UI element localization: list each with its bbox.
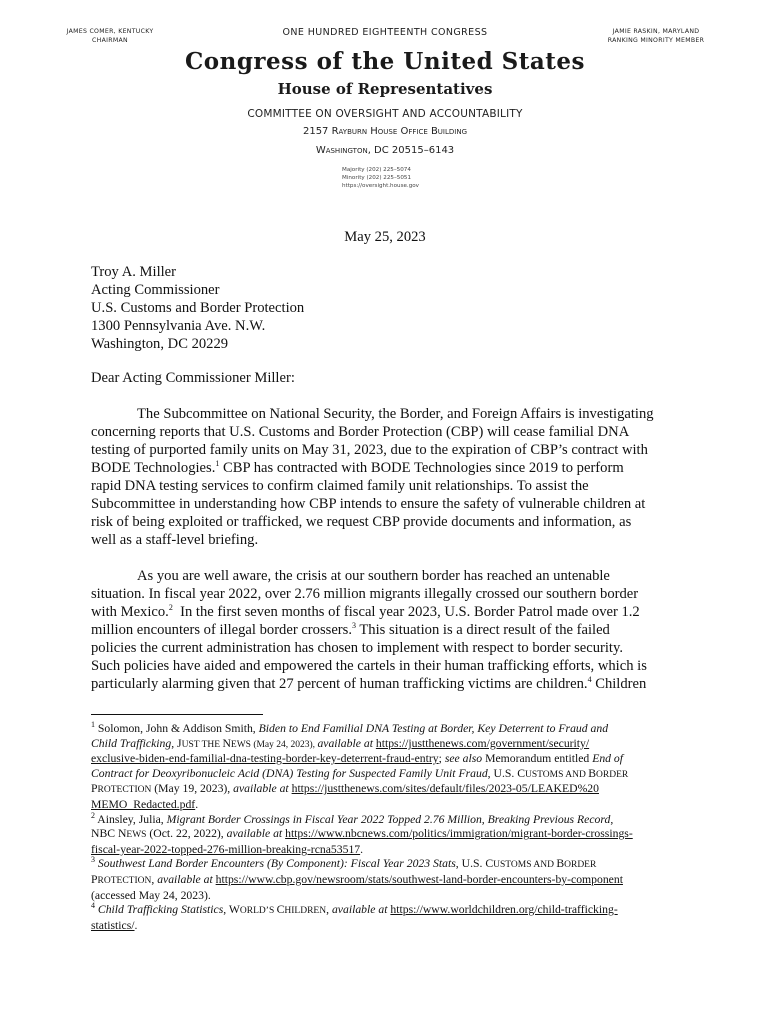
fn1-text: (May 19, 2023), [151, 782, 234, 796]
phone-block [342, 166, 462, 190]
fn4-title: Child Trafficking Statistics [97, 903, 224, 917]
fn1-available-at: available at [317, 736, 373, 750]
fn1-title: Biden to End Familial DNA Testing at Border, Key Deterrent to Fraud and [258, 722, 609, 735]
recipient-name: Troy A. Miller [91, 264, 177, 280]
fn1-memo-title-cont: Contract for Deoxyribonucleic Acid (DNA) Testing for Suspected Family Unit Fraud [91, 766, 488, 780]
p2-line3-end: In the first seven months of fiscal year 2023, U.S. Border Patrol made over 1.2 [180, 604, 640, 620]
recipient-street: 1300 Pennsylvania Ave. N.W. [91, 318, 266, 334]
committee-website: https://oversight.house.gov [342, 183, 419, 189]
p2-line4-start: million encounters of illegal border crossers. [91, 622, 352, 638]
fn1-text: ORDER [596, 769, 629, 780]
majority-phone: Majority (202) 225–5074 [342, 167, 411, 173]
fn2-text: . [360, 842, 364, 856]
footnote-number: 4 [91, 901, 95, 911]
fn3-text: ORDER [564, 860, 597, 871]
fn1-text: N [222, 736, 231, 750]
p1-line: testing of purported family units on May 31, 2023, due to the expiration of CBP’s contract with [91, 442, 648, 458]
p2-line: Such policies have aided and empowered the cartels in their human trafficking efforts, which is [91, 658, 647, 674]
p2-line7-start: particularly alarming given that 27 percent of human trafficking victims are children. [91, 676, 588, 692]
chairman-title: CHAIRMAN [92, 37, 128, 44]
paragraph-2 [91, 567, 681, 693]
ranking-member-title: RANKING MINORITY MEMBER [607, 37, 705, 44]
footnote-number: 2 [91, 810, 95, 820]
fn1-link-2-cont[interactable]: MEMO_Redacted.pdf [91, 797, 196, 811]
fn3-available-at: available at [157, 872, 213, 886]
fn1-text: EWS (May 24, 2023), [230, 739, 318, 750]
fn2-link[interactable]: https://www.nbcnews.com/politics/immigration/migrant-border-crossings- [285, 827, 633, 841]
building-address: 2157 Rayburn House Office Building [302, 126, 468, 137]
fn3-text: P [91, 872, 98, 886]
paragraph-1 [91, 405, 681, 549]
p1-line4-end: CBP has contracted with BODE Technologies since 2019 to perform [223, 460, 624, 476]
fn2-author: Ainsley, Julia, [97, 812, 167, 826]
fn4-link[interactable]: https://www.worldchildren.org/child-trafficking- [390, 903, 618, 917]
p2-line7-end: Children [595, 676, 647, 692]
p2-line3-start: with Mexico. [91, 604, 169, 620]
footnote-2 [91, 810, 691, 858]
footnotes [91, 722, 691, 933]
fn1-available-at: available at [233, 782, 289, 796]
fn1-text: , U.S. C [487, 766, 526, 780]
fn2-text: , [610, 812, 614, 826]
fn2-text: NBC N [91, 827, 127, 841]
fn1-text: Memorandum entitled [482, 752, 593, 766]
letterhead-title: Congress of the United States [184, 48, 586, 75]
p2-line: policies the current administration has chosen to implement with respect to border security. [91, 640, 623, 656]
p2-line4-end: This situation is a direct result of the failed [359, 622, 610, 638]
p2-line [91, 675, 681, 693]
fn1-see-also: see also [444, 752, 483, 766]
fn1-author: Solomon, John & Addison Smith, [97, 722, 259, 735]
fn4-text: ORLD’S [239, 906, 277, 917]
recipient-address [91, 263, 304, 353]
p2-line [91, 603, 681, 621]
fn3-text: , [151, 872, 158, 886]
fn2-link-cont[interactable]: fiscal-year-2022-topped-276-million-breaking-rcna53517 [91, 842, 361, 856]
footnote-number: 1 [91, 720, 95, 730]
fn1-text: P [91, 782, 98, 796]
fn4-text: C [276, 903, 285, 917]
fn4-text: , [326, 903, 332, 917]
fn1-link-2[interactable]: https://justthenews.com/sites/default/files/2023-05/LEAKED%20 [291, 782, 599, 796]
fn2-text: EWS [126, 830, 147, 841]
p2-line [91, 621, 681, 639]
footnote-4 [91, 903, 691, 933]
p1-line [91, 459, 681, 477]
p1-line4-start: BODE Technologies. [91, 460, 216, 476]
fn3-accessed: (accessed May 24, 2023). [91, 888, 211, 902]
p2-line: As you are well aware, the crisis at our southern border has reached an untenable [137, 568, 610, 584]
fn4-text: HILDREN [284, 906, 327, 917]
fn2-text: (Oct. 22, 2022), [146, 827, 227, 841]
footnote-1 [91, 722, 691, 813]
recipient-agency: U.S. Customs and Border Protection [91, 300, 305, 316]
fn2-title: Migrant Border Crossings in Fiscal Year 2022 Topped 2.76 Million, Breaking Previous Record [166, 812, 611, 826]
salutation: Dear Acting Commissioner Miller: [91, 370, 295, 386]
footnote-ref-2[interactable]: 2 [168, 603, 173, 613]
p2-line: situation. In fiscal year 2022, over 2.76 million migrants illegally crossed our southern border [91, 586, 639, 602]
fn4-text: , W [223, 903, 240, 917]
p1-line: risk of being exploited or trafficked, we request CBP provide documents and information, as [91, 514, 632, 530]
letterhead-subtitle: House of Representatives [277, 80, 493, 98]
p1-line: well as a staff-level briefing. [91, 532, 259, 548]
footnote-ref-3[interactable]: 3 [352, 621, 356, 631]
fn1-text: ; [438, 752, 445, 766]
fn1-text: B [588, 766, 597, 780]
fn1-text: , J [171, 736, 182, 750]
fn4-text: . [134, 918, 138, 932]
p1-line: The Subcommittee on National Security, the Border, and Foreign Affairs is investigating [137, 406, 654, 422]
fn4-link-cont[interactable]: statistics/ [91, 918, 135, 932]
footnote-separator [91, 714, 263, 715]
fn1-link-1[interactable]: https://justthenews.com/government/security/ [375, 736, 590, 750]
fn3-text: B [556, 857, 565, 871]
footnote-3 [91, 857, 691, 903]
city-address: Washington, DC 20515–6143 [315, 145, 455, 156]
fn1-text: USTOMS AND [525, 769, 589, 780]
p1-line: rapid DNA testing services to confirm claimed family unit relationships. To assist the [91, 478, 589, 494]
fn4-available-at: available at [331, 903, 388, 917]
letter-date: May 25, 2023 [344, 229, 426, 245]
fn1-memo-title: End of [592, 752, 624, 766]
fn3-title: Southwest Land Border Encounters (By Component): Fiscal Year 2023 Stats [97, 857, 456, 871]
ranking-member-name: JAMIE RASKIN, MARYLAND [612, 28, 700, 35]
committee-name: COMMITTEE ON OVERSIGHT AND ACCOUNTABILITY [247, 108, 523, 120]
fn3-text: USTOMS AND [493, 860, 557, 871]
footnote-ref-4[interactable]: 4 [587, 675, 592, 685]
p1-line: concerning reports that U.S. Customs and Border Protection (CBP) will cease familial DNA [91, 424, 630, 440]
fn2-available-at: available at [226, 827, 283, 841]
p1-line: Subcommittee in understanding how CBP intends to ensure the safety of vulnerable children at [91, 496, 646, 512]
fn3-text: ROTECTION [97, 875, 152, 886]
footnote-ref-1[interactable]: 1 [215, 459, 220, 469]
recipient-title: Acting Commissioner [91, 282, 220, 298]
fn1-text: UST THE [181, 739, 223, 750]
fn3-text: , U.S. C [455, 857, 494, 871]
chairman-name: JAMES COMER, KENTUCKY [66, 28, 154, 35]
fn1-text: ROTECTION [97, 785, 152, 796]
congress-number: ONE HUNDRED EIGHTEENTH CONGRESS [282, 27, 488, 38]
fn1-title-cont: Child Trafficking [91, 736, 172, 750]
recipient-city: Washington, DC 20229 [91, 336, 229, 352]
fn1-text: . [195, 797, 199, 811]
footnote-number: 3 [91, 855, 95, 865]
fn3-link[interactable]: https://www.cbp.gov/newsroom/stats/southwest-land-border-encounters-by-component [215, 872, 623, 886]
minority-phone: Minority (202) 225–5051 [342, 175, 412, 181]
fn1-link-1-cont[interactable]: exclusive-biden-end-familial-dna-testing-border-key-deterrent-fraud-entry [91, 752, 439, 766]
